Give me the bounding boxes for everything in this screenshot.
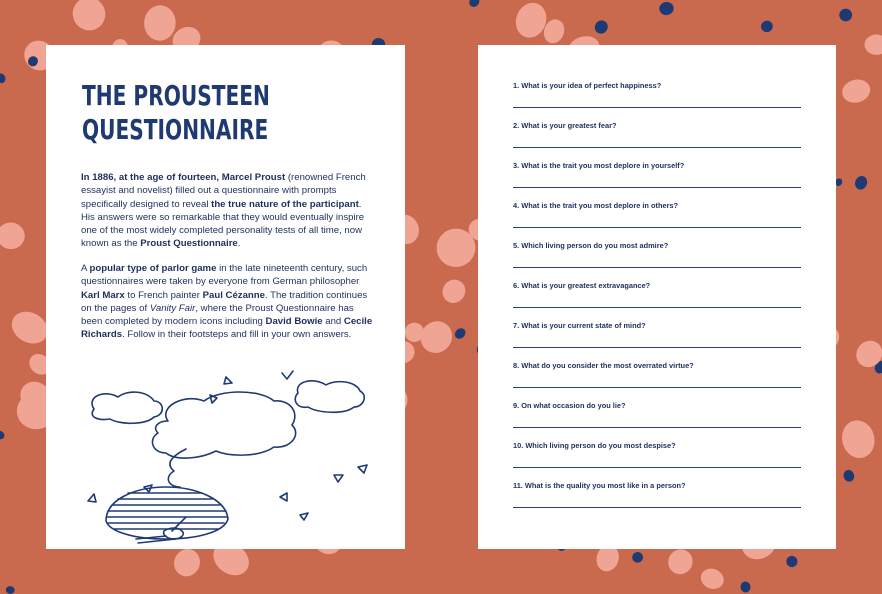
pink-blob — [864, 34, 882, 55]
cloud-center — [152, 392, 295, 458]
pink-blob — [170, 545, 204, 580]
title-line-1: THE PROUSTEEN — [82, 79, 270, 112]
triangle-5 — [358, 465, 367, 473]
pink-blob — [438, 275, 470, 307]
text: in the late nineteenth century, such questionnaires were taken by everyone from German philosopher — [81, 263, 368, 288]
history-paragraph — [81, 262, 373, 342]
navy-dot — [467, 0, 481, 9]
triangle-8 — [300, 513, 308, 520]
question-6: 6. What is your greatest extravagance? — [513, 281, 651, 290]
answer-line-10[interactable] — [513, 467, 801, 468]
pink-blob — [664, 545, 697, 579]
question-5: 5. Which living person do you most admire? — [513, 241, 669, 250]
navy-dot — [842, 469, 856, 483]
navy-dot — [658, 1, 674, 16]
intro-paragraph — [81, 171, 373, 251]
question-10: 10. Which living person do you most despise? — [513, 441, 676, 450]
page-title — [82, 79, 298, 147]
pink-blob — [0, 220, 27, 251]
text: . His answers were so remarkable that they would eventually inspire one of the most widely completed personality tests of all time, now known as the — [81, 198, 365, 250]
bold-text: Proust Questionnaire — [140, 238, 238, 250]
pink-blob — [838, 417, 878, 462]
question-1: 1. What is your idea of perfect happiness? — [513, 81, 662, 90]
navy-dot — [784, 554, 799, 569]
navy-dot — [631, 551, 643, 563]
answer-line-1[interactable] — [513, 107, 801, 108]
navy-dot — [838, 7, 854, 23]
italic-text: Vanity Fair — [149, 302, 196, 314]
triangle-3 — [88, 494, 96, 502]
person-shoulders — [106, 487, 228, 539]
triangle-6 — [334, 475, 343, 482]
answer-line-4[interactable] — [513, 227, 801, 228]
answer-line-8[interactable] — [513, 387, 801, 388]
question-9: 9. On what occasion do you lie? — [513, 401, 626, 410]
answer-line-9[interactable] — [513, 427, 801, 428]
answer-line-11[interactable] — [513, 507, 801, 508]
pink-blob — [67, 0, 111, 36]
answer-line-6[interactable] — [513, 307, 801, 308]
cloud-right — [295, 381, 364, 412]
question-2: 2. What is your greatest fear? — [513, 121, 617, 130]
navy-dot — [760, 19, 775, 33]
navy-dot — [0, 429, 6, 441]
text: (renowned French essayist and novelist) filled out a questionnaire with prompts specifically designed to reveal — [81, 172, 366, 210]
bold-text: Cecile Richards — [81, 316, 373, 341]
cloud-left — [92, 392, 162, 423]
text: . Follow in their footsteps and fill in your own answers. — [122, 329, 352, 341]
pink-blob — [143, 4, 177, 42]
smoke-trail — [168, 449, 186, 487]
triangle-1 — [210, 395, 217, 403]
writer-illustration — [66, 365, 386, 545]
answer-line-3[interactable] — [513, 187, 801, 188]
bold-text: Karl Marx — [81, 289, 125, 301]
navy-dot — [0, 72, 7, 84]
left-page — [46, 45, 405, 549]
checkmark — [282, 371, 293, 379]
bold-text: the true nature of the participant — [211, 198, 359, 210]
text: . The tradition continues on the pages of — [81, 289, 368, 314]
question-4: 4. What is the trait you most deplore in others? — [513, 201, 679, 210]
text: , where the Proust Questionnaire has been completed by modern icons including — [81, 302, 354, 328]
question-3: 3. What is the trait you most deplore in yourself? — [513, 161, 685, 170]
triangle-2 — [224, 377, 232, 384]
navy-dot — [853, 174, 869, 191]
navy-dot — [740, 581, 751, 593]
text: . — [237, 238, 241, 250]
bold-text: popular type of parlor game — [89, 263, 217, 274]
pink-blob — [840, 76, 873, 105]
answer-line-5[interactable] — [513, 267, 801, 268]
question-8: 8. What do you consider the most overrated virtue? — [513, 361, 694, 370]
answer-line-7[interactable] — [513, 347, 801, 348]
question-11: 11. What is the quality you most like in a person? — [513, 481, 686, 490]
bold-text: Paul Cézanne — [202, 289, 265, 301]
navy-dot — [5, 586, 15, 594]
text: and — [322, 316, 344, 328]
text: A — [81, 263, 90, 274]
navy-dot — [592, 18, 610, 36]
bold-text: In 1886, at the age of fourteen, Marcel Proust — [81, 172, 286, 183]
text: to French painter — [124, 289, 203, 301]
right-page — [478, 45, 836, 549]
bold-text: David Bowie — [265, 316, 323, 328]
pink-blob — [698, 565, 727, 592]
title-line-2: QUESTIONNAIRE — [82, 113, 269, 146]
navy-dot — [453, 326, 468, 341]
triangle-7 — [280, 493, 287, 501]
question-7: 7. What is your current state of mind? — [513, 321, 646, 330]
answer-line-2[interactable] — [513, 147, 801, 148]
